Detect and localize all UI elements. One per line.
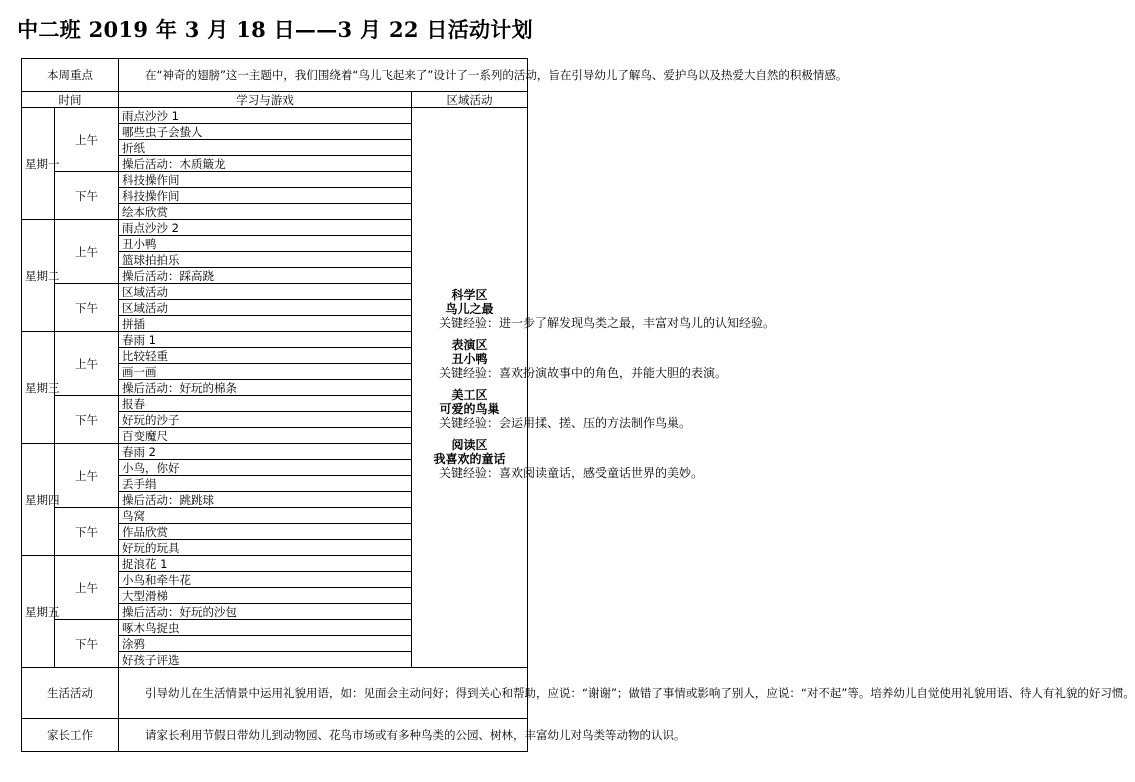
activity-cell: 春雨 1 [119, 332, 412, 348]
activity-cell: 涂鸦 [119, 636, 412, 652]
area-block [415, 437, 704, 480]
area-activities-cell [412, 108, 776, 668]
day-label: 星期二 [22, 220, 55, 332]
area-subtitle: 我喜欢的童话 [433, 451, 506, 466]
activity-cell: 雨点沙沙 2 [119, 220, 412, 236]
focus-text-content: 在“神奇的翅膀”这一主题中，我们围绕着“鸟儿飞起来了”设计了一系列的活动，旨在引导幼儿了解鸟、爱护鸟以及热爱大自然的积极情感。 [145, 68, 848, 82]
morning-label: 上午 [55, 444, 119, 508]
life-text-content: 引导幼儿在生活情景中运用礼貌用语，如：见面会主动问好；得到关心和帮助，应说：“谢谢”；做错了事情或影响了别人，应说：“对不起”等。培养幼儿自觉使用礼貌用语、待人有礼貌的好习惯。 [145, 686, 1135, 700]
morning-label: 上午 [55, 220, 119, 284]
activity-cell: 篮球拍拍乐 [119, 252, 412, 268]
day-label: 星期一 [22, 108, 55, 220]
afternoon-label: 下午 [55, 620, 119, 668]
activity-cell: 百变魔尺 [119, 428, 412, 444]
morning-label: 上午 [55, 108, 119, 172]
activity-cell: 雨点沙沙 1 [119, 108, 412, 124]
activity-cell: 丢手绢 [119, 476, 412, 492]
activity-cell: 小鸟，你好 [119, 460, 412, 476]
activity-cell: 科技操作间 [119, 188, 412, 204]
parent-work-row [22, 719, 528, 752]
activity-cell: 报春 [119, 396, 412, 412]
page-title: 中二班 2019 年 3 月 18 日——3 月 22 日活动计划 [17, 17, 533, 42]
activity-cell: 捉浪花 1 [119, 556, 412, 572]
activity-cell: 啄木鸟捉虫 [119, 620, 412, 636]
focus-text [119, 59, 848, 92]
activity-cell: 科技操作间 [119, 172, 412, 188]
activity-cell: 绘本欣赏 [119, 204, 412, 220]
activity-cell: 丑小鸭 [119, 236, 412, 252]
focus-row [22, 59, 528, 92]
header-time: 时间 [22, 92, 119, 108]
activity-cell: 画一画 [119, 364, 412, 380]
header-row [22, 92, 528, 108]
area-subtitle: 丑小鸭 [451, 351, 488, 366]
area-subtitle: 鸟儿之最 [445, 301, 494, 316]
afternoon-label: 下午 [55, 172, 119, 220]
area-key-experience: 关键经验：进一步了解发现鸟类之最，丰富对鸟儿的认知经验。 [439, 315, 776, 330]
activity-cell: 大型滑梯 [119, 588, 412, 604]
activity-cell: 区域活动 [119, 284, 412, 300]
area-block [415, 287, 776, 330]
activity-cell: 春雨 2 [119, 444, 412, 460]
activity-cell: 好玩的沙子 [119, 412, 412, 428]
day-label: 星期四 [22, 444, 55, 556]
activity-cell: 操后活动：木质簸龙 [119, 156, 412, 172]
day-label: 星期三 [22, 332, 55, 444]
activity-cell: 操后活动：好玩的沙包 [119, 604, 412, 620]
header-study: 学习与游戏 [119, 92, 412, 108]
area-subtitle: 可爱的鸟巢 [439, 401, 500, 416]
afternoon-label: 下午 [55, 284, 119, 332]
morning-label: 上午 [55, 332, 119, 396]
morning-label: 上午 [55, 556, 119, 620]
activity-cell: 好孩子评选 [119, 652, 412, 668]
area-key-experience: 关键经验：会运用揉、搓、压的方法制作鸟巢。 [439, 415, 692, 430]
activity-cell: 作品欣赏 [119, 524, 412, 540]
activity-cell: 好玩的玩具 [119, 540, 412, 556]
header-area: 区域活动 [412, 92, 528, 108]
area-key-experience: 关键经验：喜欢扮演故事中的角色，并能大胆的表演。 [439, 365, 728, 380]
afternoon-label: 下午 [55, 508, 119, 556]
area-title: 科学区 [451, 287, 488, 302]
activity-cell: 比较轻重 [119, 348, 412, 364]
afternoon-label: 下午 [55, 396, 119, 444]
plan-table-body [22, 59, 1135, 752]
focus-label: 本周重点 [22, 59, 119, 92]
activity-row [22, 108, 528, 124]
life-activity-row [22, 668, 528, 719]
activity-cell: 哪些虫子会蛰人 [119, 124, 412, 140]
parent-text [119, 719, 686, 752]
parent-text-content: 请家长利用节假日带幼儿到动物园、花鸟市场或有多种鸟类的公园、树林，丰富幼儿对鸟类等动物的认识。 [145, 728, 686, 742]
activity-cell: 区域活动 [119, 300, 412, 316]
area-title: 表演区 [451, 337, 488, 352]
activity-cell: 拼插 [119, 316, 412, 332]
activity-cell: 操后活动：踩高跷 [119, 268, 412, 284]
area-title: 美工区 [451, 387, 488, 402]
area-title: 阅读区 [451, 437, 488, 452]
activity-cell: 操后活动：好玩的棉条 [119, 380, 412, 396]
activity-cell: 鸟窝 [119, 508, 412, 524]
activity-plan-table [21, 58, 1135, 752]
activity-cell: 操后活动：跳跳球 [119, 492, 412, 508]
life-label: 生活活动 [22, 668, 119, 719]
activity-cell: 折纸 [119, 140, 412, 156]
area-block [415, 337, 728, 380]
area-key-experience: 关键经验：喜欢阅读童话，感受童话世界的美妙。 [439, 465, 704, 480]
life-text [119, 668, 1135, 719]
activity-cell: 小鸟和牵牛花 [119, 572, 412, 588]
area-block [415, 387, 692, 430]
day-label: 星期五 [22, 556, 55, 668]
parent-label: 家长工作 [22, 719, 119, 752]
